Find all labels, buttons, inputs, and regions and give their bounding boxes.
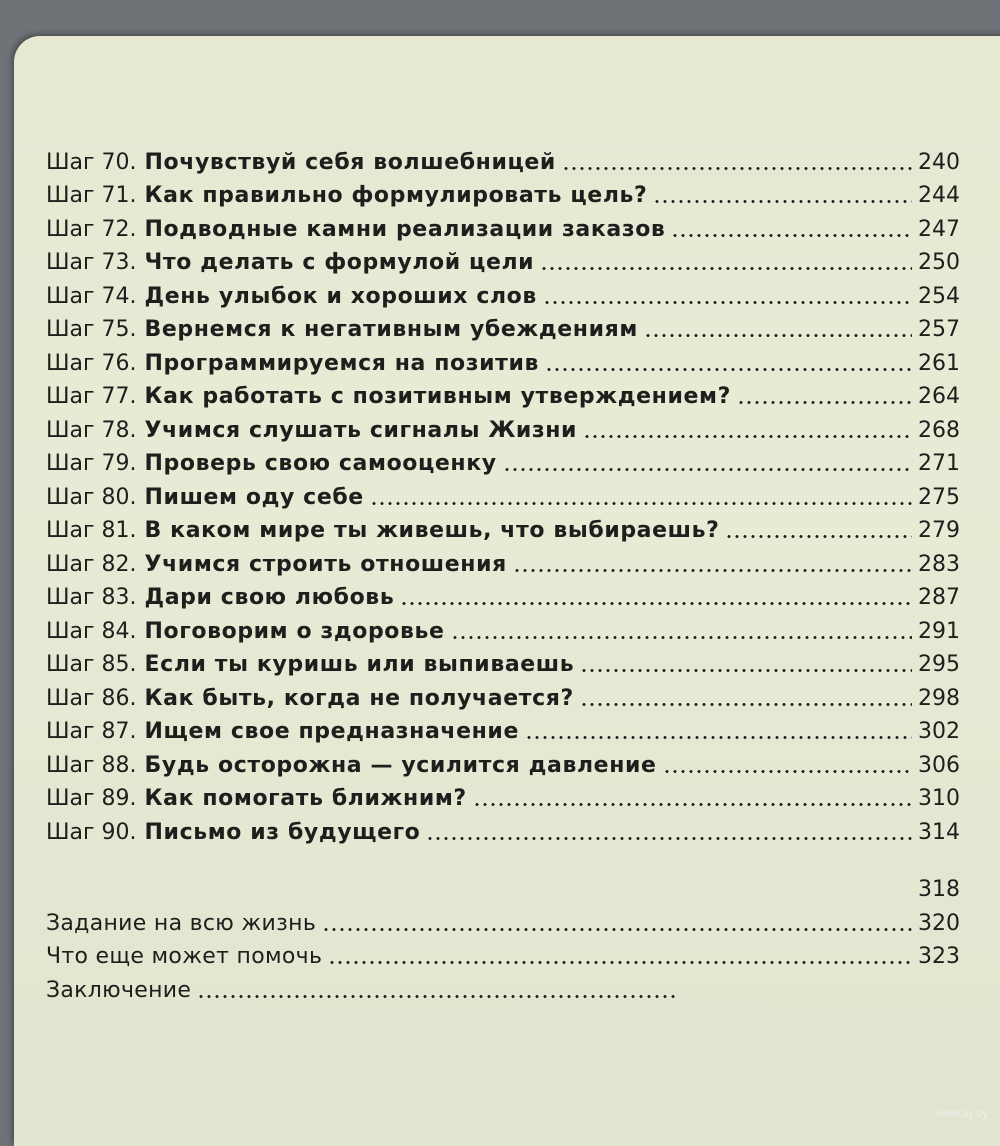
- toc-row-step-82: [46, 544, 960, 578]
- toc-step-number: Шаг 81.: [46, 518, 137, 543]
- leader-dots: [562, 167, 912, 170]
- toc-row-step-71: [46, 176, 960, 210]
- toc-step-number: Шаг 75.: [46, 317, 137, 342]
- toc-step-title: Ищем свое предназначение: [144, 719, 519, 744]
- table-of-contents: [46, 142, 960, 1004]
- leader-dots: [426, 837, 912, 840]
- leader-dots: [540, 267, 912, 270]
- toc-row-step-72: [46, 209, 960, 243]
- toc-row-step-74: [46, 276, 960, 310]
- toc-row-appendix-3: [46, 970, 960, 1004]
- toc-row-step-85: [46, 645, 960, 679]
- toc-page-number: 240: [918, 149, 960, 175]
- toc-step-number: Шаг 87.: [46, 719, 137, 744]
- toc-page-number: 291: [918, 618, 960, 644]
- watermark-text: www.ay.by: [936, 1108, 988, 1120]
- toc-row-step-83: [46, 578, 960, 612]
- toc-row-appendix-1: [46, 903, 960, 937]
- toc-row-step-80: [46, 477, 960, 511]
- toc-section-title: Заключение: [46, 977, 192, 1003]
- toc-step-title: Пишем оду себе: [144, 484, 364, 510]
- toc-page-number: 247: [918, 216, 960, 242]
- toc-page-number: 271: [918, 451, 960, 476]
- toc-page-number: 306: [918, 752, 960, 778]
- toc-step-title: Что делать с формулой цели: [144, 250, 535, 275]
- toc-step-title: В каком мире ты живешь, что выбираешь?: [144, 518, 720, 543]
- toc-step-title: Если ты куришь или выпиваешь: [144, 652, 575, 677]
- leader-dots: [328, 961, 912, 964]
- toc-step-title: Как помогать ближним?: [144, 786, 467, 811]
- leader-dots: [503, 468, 912, 471]
- toc-step-title: Как быть, когда не получается?: [144, 685, 574, 711]
- leader-dots: [663, 770, 912, 773]
- toc-step-number: Шаг 73.: [46, 250, 137, 275]
- toc-row-step-79: [46, 444, 960, 478]
- toc-step-number: Шаг 79.: [46, 451, 137, 476]
- section-gap: [46, 846, 960, 870]
- toc-row-step-87: [46, 712, 960, 746]
- toc-page-number: 295: [918, 652, 960, 677]
- toc-step-title: Учимся строить отношения: [144, 551, 507, 577]
- leader-dots: [197, 995, 677, 998]
- toc-row-step-81: [46, 511, 960, 545]
- toc-step-number: Шаг 78.: [46, 417, 137, 443]
- toc-step-number: Шаг 83.: [46, 585, 137, 610]
- toc-row-step-89: [46, 779, 960, 813]
- leader-dots: [725, 535, 912, 538]
- leader-dots: [580, 703, 912, 706]
- toc-page-number: 287: [918, 585, 960, 610]
- toc-page-number: 261: [918, 350, 960, 376]
- toc-page-number: 244: [918, 183, 960, 208]
- toc-row-step-73: [46, 243, 960, 277]
- toc-step-title: Поговорим о здоровье: [144, 618, 445, 644]
- toc-page-number: 264: [918, 384, 960, 409]
- toc-step-number: Шаг 71.: [46, 183, 137, 208]
- leader-dots: [653, 200, 912, 203]
- toc-step-title: Учимся слушать сигналы Жизни: [144, 417, 578, 443]
- toc-page-number: 268: [918, 417, 960, 443]
- toc-step-title: День улыбок и хороших слов: [144, 283, 537, 309]
- toc-step-title: Программируемся на позитив: [144, 350, 540, 376]
- toc-page-number: 254: [918, 283, 960, 309]
- leader-dots: [322, 928, 912, 931]
- leader-dots: [543, 301, 912, 304]
- leader-dots: [737, 401, 912, 404]
- leader-dots: [644, 334, 912, 337]
- toc-row-step-77: [46, 377, 960, 411]
- toc-section-title: Задание на всю жизнь: [46, 910, 317, 936]
- leader-dots: [400, 602, 912, 605]
- toc-step-number: Шаг 77.: [46, 384, 137, 409]
- toc-page-number: 283: [918, 551, 960, 577]
- toc-step-number: Шаг 89.: [46, 786, 137, 811]
- toc-row-step-88: [46, 745, 960, 779]
- toc-row-step-90: [46, 812, 960, 846]
- leader-dots: [671, 234, 912, 237]
- toc-page-number: 298: [918, 685, 960, 711]
- toc-row-step-70: [46, 142, 960, 176]
- leader-dots: [580, 669, 912, 672]
- toc-page-number: 323: [918, 944, 960, 969]
- leader-dots: [525, 736, 912, 739]
- toc-page-number: 257: [918, 317, 960, 342]
- toc-step-title: Письмо из будущего: [144, 819, 421, 845]
- toc-row-step-78: [46, 410, 960, 444]
- leader-dots: [473, 803, 912, 806]
- toc-page-number: 275: [918, 484, 960, 510]
- toc-step-number: Шаг 86.: [46, 685, 137, 711]
- toc-step-title: Вернемся к негативным убеждениям: [144, 317, 638, 342]
- toc-row-step-86: [46, 678, 960, 712]
- toc-step-number: Шаг 82.: [46, 551, 137, 577]
- toc-step-title: Как правильно формулировать цель?: [144, 183, 648, 208]
- leader-dots: [370, 502, 912, 505]
- toc-step-title: Как работать с позитивным утверждением?: [144, 384, 731, 409]
- toc-row-orphan-page: [46, 870, 960, 904]
- toc-step-number: Шаг 72.: [46, 216, 137, 242]
- toc-step-title: Будь осторожна — усилится давление: [144, 752, 657, 778]
- toc-page-number: 279: [918, 518, 960, 543]
- toc-step-number: Шаг 74.: [46, 283, 137, 309]
- toc-page-number: 302: [918, 719, 960, 744]
- leader-dots: [451, 636, 912, 639]
- toc-step-number: Шаг 85.: [46, 652, 137, 677]
- toc-step-title: Дари свою любовь: [144, 585, 395, 610]
- toc-row-appendix-2: [46, 937, 960, 971]
- toc-row-step-76: [46, 343, 960, 377]
- toc-step-number: Шаг 70.: [46, 149, 137, 175]
- toc-step-title: Почувствуй себя волшебницей: [144, 149, 556, 175]
- toc-page-number: 320: [918, 910, 960, 936]
- toc-page-number: 250: [918, 250, 960, 275]
- toc-step-title: Подводные камни реализации заказов: [144, 216, 666, 242]
- toc-step-number: Шаг 90.: [46, 819, 137, 845]
- leader-dots: [545, 368, 912, 371]
- toc-row-step-84: [46, 611, 960, 645]
- toc-step-number: Шаг 76.: [46, 350, 137, 376]
- toc-page-number: 318: [918, 877, 960, 902]
- toc-step-number: Шаг 84.: [46, 618, 137, 644]
- toc-row-step-75: [46, 310, 960, 344]
- leader-dots: [513, 569, 912, 572]
- leader-dots: [583, 435, 912, 438]
- toc-page-number: 314: [918, 819, 960, 845]
- toc-step-number: Шаг 80.: [46, 484, 137, 510]
- toc-step-number: Шаг 88.: [46, 752, 137, 778]
- toc-page-number: 310: [918, 786, 960, 811]
- toc-section-title: Что еще может помочь: [46, 944, 323, 969]
- toc-step-title: Проверь свою самооценку: [144, 451, 497, 476]
